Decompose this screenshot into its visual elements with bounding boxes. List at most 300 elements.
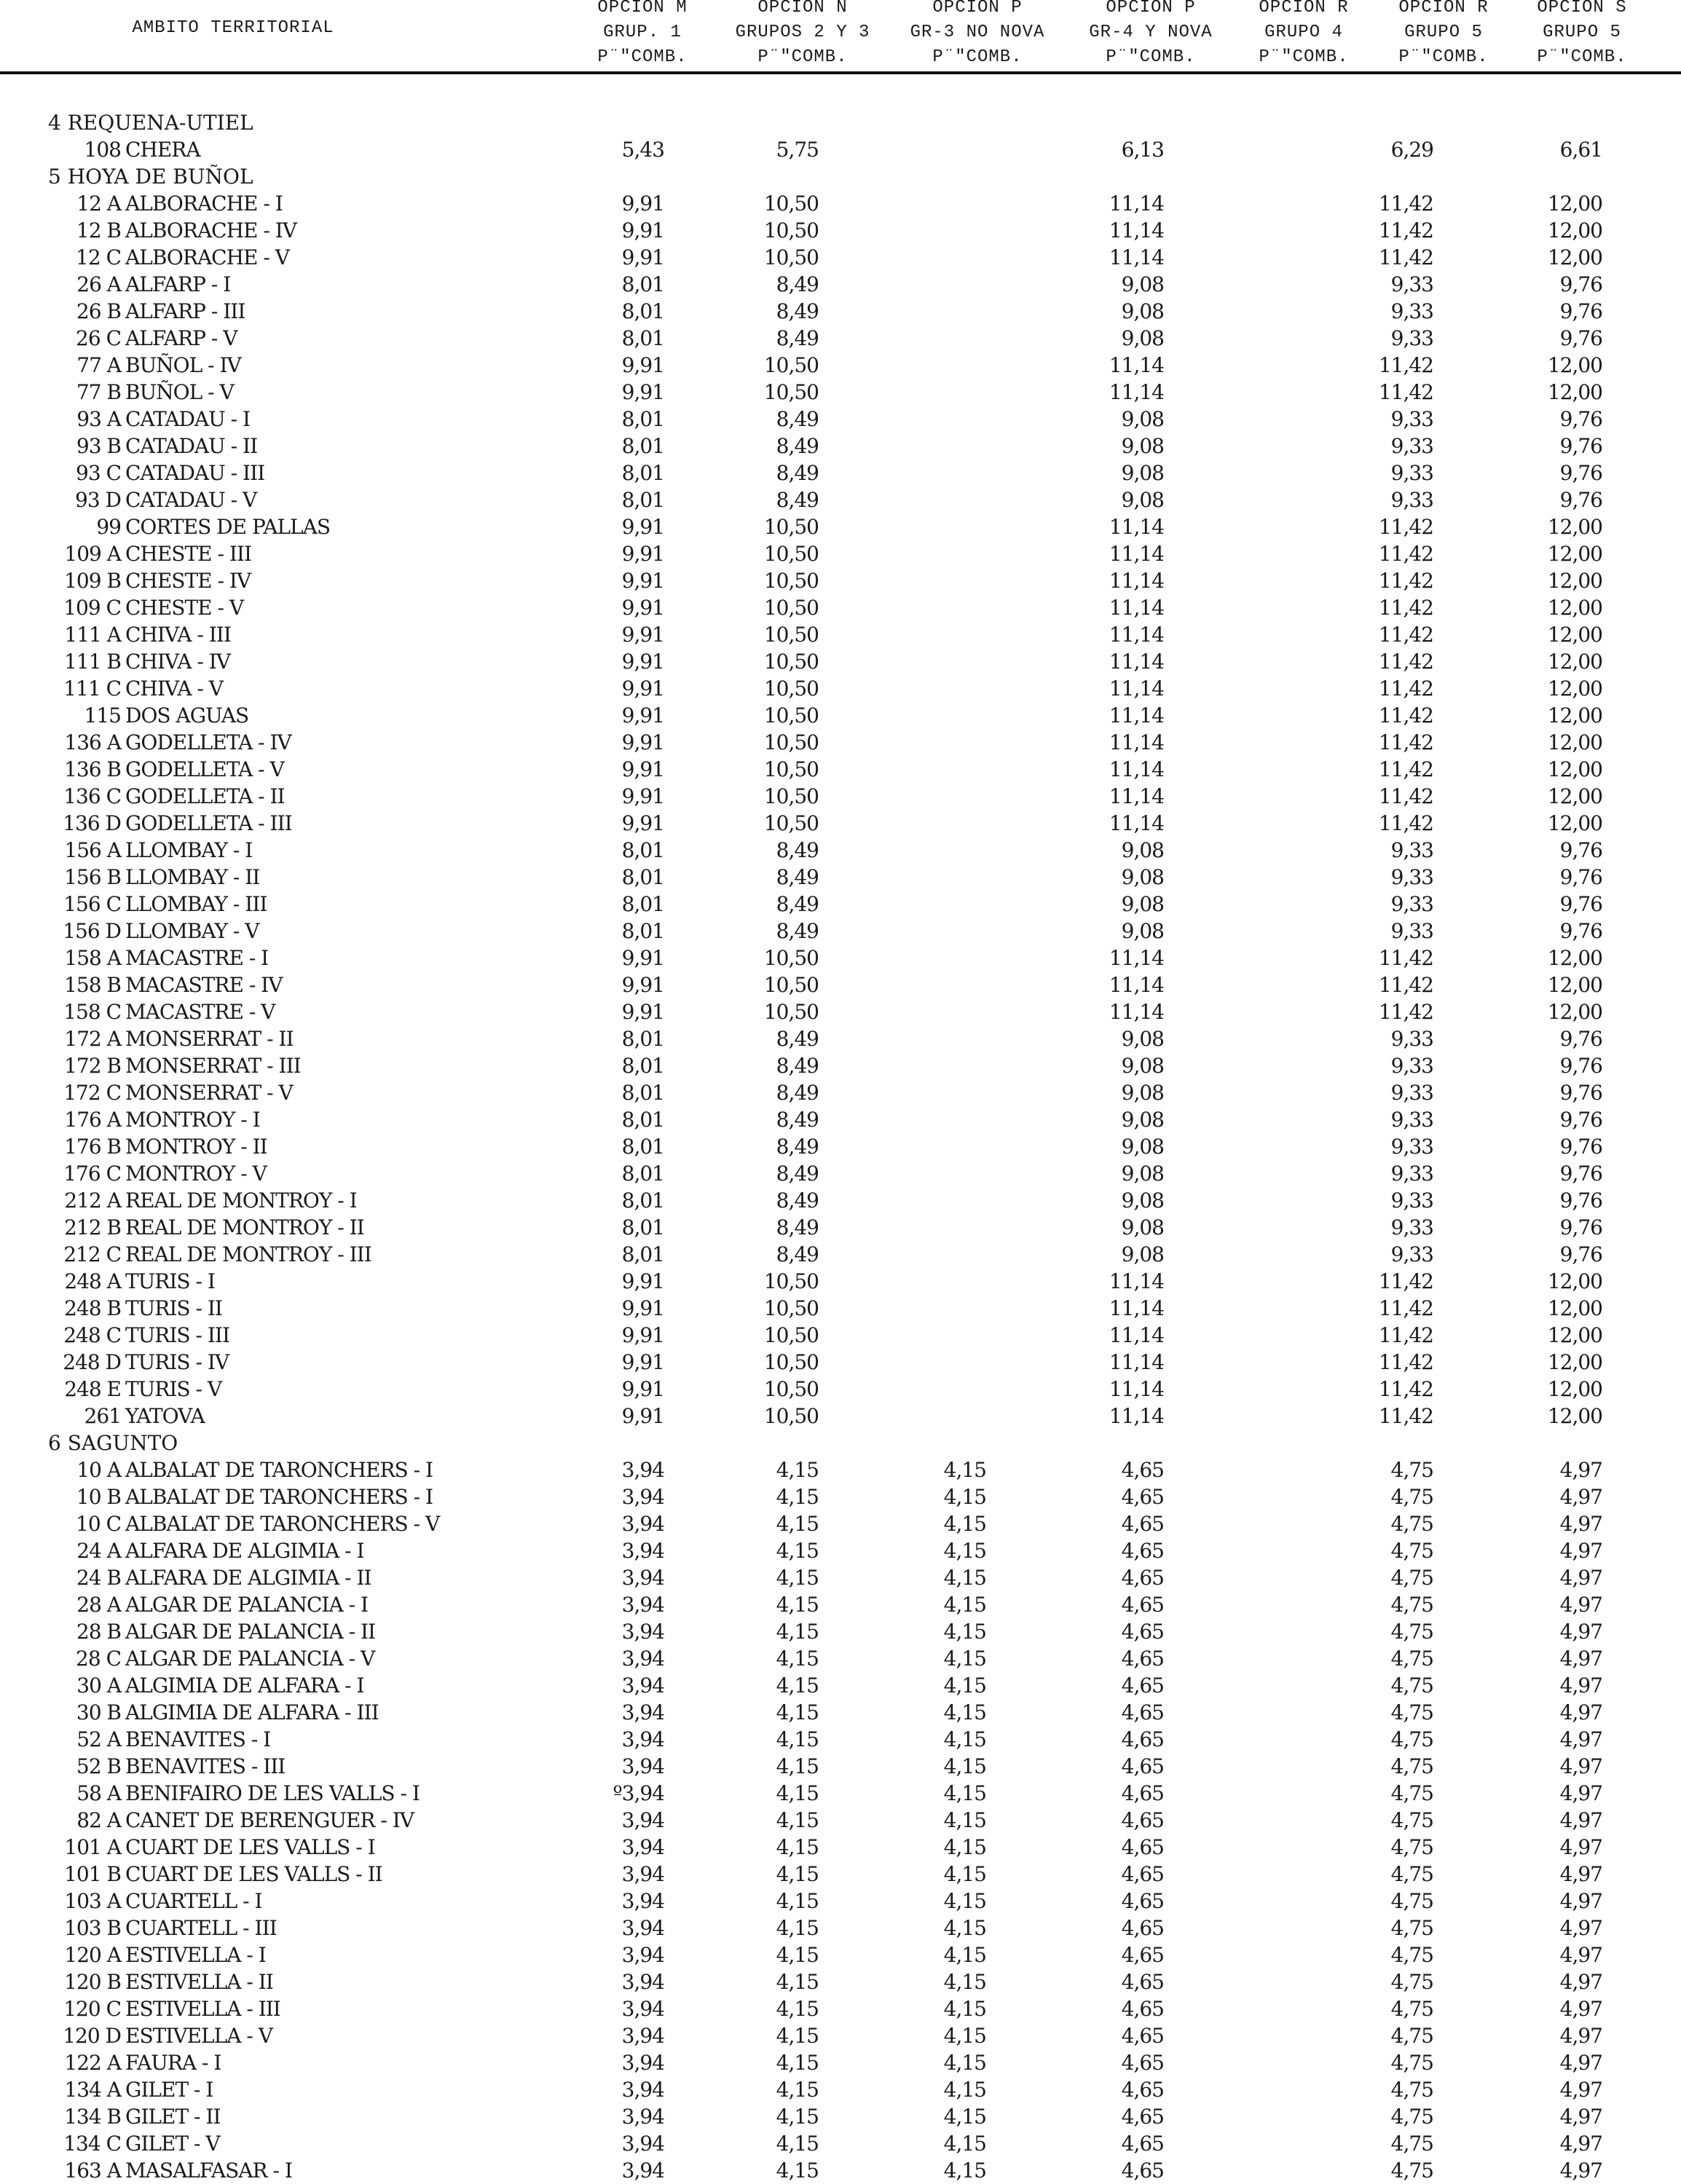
municipality-code: 176 B (64, 1135, 121, 1159)
price-cell-col-6: 4,97 (1559, 1566, 1602, 1590)
price-cell-col-6: 6,61 (1559, 138, 1602, 162)
table-row (0, 1618, 1681, 1645)
price-cell-col-6: 12,00 (1547, 596, 1602, 620)
table-row (0, 675, 1681, 702)
municipality-name: MONTROY - II (125, 1135, 267, 1159)
header-col-5-line-1: GRUPO 4 (1264, 23, 1343, 42)
price-cell-col-2: 4,15 (943, 1835, 986, 1859)
municipality-code: 158 A (64, 946, 121, 970)
section-header-row (0, 109, 1681, 136)
municipality-code: 24 B (76, 1566, 121, 1590)
price-cell-col-6: 12,00 (1547, 757, 1602, 781)
price-cell-col-2: 4,15 (943, 1754, 986, 1778)
price-cell-col-1: 10,50 (763, 811, 819, 835)
municipality-name: CATADAU - V (125, 488, 257, 512)
header-col-1-line-2: P¨"COMB. (597, 47, 688, 67)
price-cell-col-1: 4,15 (776, 1700, 819, 1724)
price-cell-col-1: 10,50 (763, 946, 819, 970)
price-cell-col-6: 9,76 (1559, 1054, 1602, 1078)
header-col-7-line-1: GRUPO 5 (1543, 23, 1621, 42)
price-cell-col-6: 12,00 (1547, 245, 1602, 269)
price-cell-col-6: 4,97 (1559, 1862, 1602, 1886)
price-cell-col-3: 9,08 (1121, 1215, 1164, 1239)
price-cell-col-5: 11,42 (1378, 542, 1433, 566)
table-row (0, 540, 1681, 567)
price-cell-col-0: 9,91 (621, 703, 664, 728)
price-cell-col-1: 8,49 (776, 1054, 819, 1078)
price-cell-col-5: 9,33 (1390, 919, 1433, 943)
header-col-3-line-0: OPCION P (932, 0, 1023, 17)
price-cell-col-6: 12,00 (1547, 1296, 1602, 1320)
price-cell-col-6: 12,00 (1547, 542, 1602, 566)
price-cell-col-0: 3,94 (621, 1727, 664, 1751)
price-cell-col-0: 3,94 (621, 1566, 664, 1590)
price-cell-col-3: 4,65 (1121, 1997, 1164, 2021)
table-row (0, 1968, 1681, 1995)
price-cell-col-5: 11,42 (1378, 1296, 1433, 1320)
table-row (0, 891, 1681, 918)
price-cell-col-1: 4,15 (776, 1889, 819, 1913)
price-cell-col-2: 4,15 (943, 2024, 986, 2048)
price-cell-col-3: 4,65 (1121, 2051, 1164, 2075)
price-cell-col-3: 4,65 (1121, 1566, 1164, 1590)
price-cell-col-3: 4,65 (1121, 1647, 1164, 1671)
municipality-code: 82 A (76, 1808, 121, 1832)
municipality-code: 108 (84, 138, 121, 162)
price-cell-col-3: 11,14 (1109, 757, 1164, 781)
municipality-code: 115 (84, 703, 121, 728)
price-cell-col-1: 10,50 (763, 650, 819, 674)
municipality-name: ALGAR DE PALANCIA - II (125, 1620, 376, 1644)
municipality-code: 120 A (64, 1943, 121, 1967)
price-cell-col-5: 4,75 (1390, 2078, 1433, 2102)
municipality-name: ALGIMIA DE ALFARA - I (125, 1674, 364, 1698)
municipality-name: GODELLETA - IV (125, 730, 291, 754)
price-cell-col-5: 4,75 (1390, 1943, 1433, 1967)
price-cell-col-1: 4,15 (776, 1997, 819, 2021)
price-cell-col-0: 9,91 (621, 596, 664, 620)
municipality-name: CHIVA - III (125, 623, 231, 647)
price-cell-col-1: 8,49 (776, 1135, 819, 1159)
price-cell-col-6: 9,76 (1559, 865, 1602, 889)
price-cell-col-5: 4,75 (1390, 2024, 1433, 2048)
table-row (0, 486, 1681, 513)
price-cell-col-5: 11,42 (1378, 1000, 1433, 1024)
price-cell-col-5: 9,33 (1390, 892, 1433, 916)
price-cell-col-6: 9,76 (1559, 1162, 1602, 1186)
price-cell-col-5: 11,42 (1378, 757, 1433, 781)
price-cell-col-0: 8,01 (621, 919, 664, 943)
price-cell-col-1: 4,15 (776, 2159, 819, 2183)
price-cell-col-3: 4,65 (1121, 1808, 1164, 1832)
price-cell-col-1: 8,49 (776, 1027, 819, 1051)
price-cell-col-6: 12,00 (1547, 784, 1602, 808)
table-row (0, 2157, 1681, 2184)
header-col-2-line-2: P¨"COMB. (757, 47, 848, 67)
price-cell-col-3: 11,14 (1109, 1000, 1164, 1024)
price-cell-col-3: 4,65 (1121, 1970, 1164, 1994)
price-cell-col-2: 4,15 (943, 1889, 986, 1913)
price-cell-col-5: 11,42 (1378, 946, 1433, 970)
price-cell-col-2: 4,15 (943, 1647, 986, 1671)
municipality-name: GODELLETA - V (125, 757, 284, 781)
price-cell-col-3: 11,14 (1109, 353, 1164, 377)
price-cell-col-5: 11,42 (1378, 245, 1433, 269)
price-cell-col-5: 4,75 (1390, 1512, 1433, 1536)
municipality-name: ALFARP - I (125, 272, 231, 296)
price-cell-col-3: 11,14 (1109, 218, 1164, 243)
municipality-code: 172 C (63, 1081, 121, 1105)
price-cell-col-1: 10,50 (763, 1350, 819, 1374)
table-row (0, 1079, 1681, 1106)
price-cell-col-1: 4,15 (776, 1620, 819, 1644)
municipality-code: 26 C (76, 326, 121, 350)
table-row (0, 1915, 1681, 1941)
price-cell-col-5: 11,42 (1378, 703, 1433, 728)
section-title: 5 HOYA DE BUÑOL (48, 165, 253, 189)
price-cell-col-1: 4,15 (776, 2105, 819, 2129)
price-cell-col-5: 9,33 (1390, 434, 1433, 458)
price-cell-col-5: 4,75 (1390, 2105, 1433, 2129)
price-cell-col-0: 8,01 (621, 1162, 664, 1186)
price-cell-col-1: 4,15 (776, 1485, 819, 1509)
price-cell-col-3: 4,65 (1121, 1674, 1164, 1698)
municipality-name: CUART DE LES VALLS - II (125, 1862, 382, 1886)
municipality-code: 12 B (76, 218, 121, 243)
municipality-code: 212 B (64, 1215, 121, 1239)
price-cell-col-1: 8,49 (776, 1215, 819, 1239)
price-cell-col-6: 4,97 (1559, 1512, 1602, 1536)
price-cell-col-1: 10,50 (763, 218, 819, 243)
header-col-3-line-2: P¨"COMB. (932, 47, 1023, 67)
municipality-name: REAL DE MONTROY - III (125, 1242, 371, 1266)
price-cell-col-0: 3,94 (621, 1835, 664, 1859)
municipality-code: 28 C (76, 1647, 121, 1671)
header-col-6-line-0: OPCION R (1398, 0, 1489, 17)
price-cell-col-0: 9,91 (621, 218, 664, 243)
table-row (0, 918, 1681, 945)
price-cell-col-6: 12,00 (1547, 811, 1602, 835)
price-cell-col-1: 4,15 (776, 1862, 819, 1886)
price-cell-col-2: 4,15 (943, 1727, 986, 1751)
price-cell-col-0: 3,94 (621, 1539, 664, 1563)
table-row (0, 945, 1681, 971)
municipality-code: 248 E (64, 1377, 121, 1401)
table-row (0, 244, 1681, 271)
table-row (0, 1726, 1681, 1753)
municipality-name: BUÑOL - V (125, 380, 234, 404)
municipality-name: FAURA - I (125, 2051, 221, 2075)
municipality-name: GILET - I (125, 2078, 213, 2102)
municipality-name: LLOMBAY - II (125, 865, 260, 889)
price-cell-col-5: 9,33 (1390, 1027, 1433, 1051)
municipality-name: MACASTRE - V (125, 1000, 275, 1024)
municipality-name: MONTROY - V (125, 1162, 267, 1186)
price-cell-col-0: 9,91 (621, 730, 664, 754)
price-cell-col-3: 11,14 (1109, 623, 1164, 647)
price-cell-col-6: 9,76 (1559, 434, 1602, 458)
price-cell-col-5: 11,42 (1378, 1404, 1433, 1428)
price-cell-col-2: 4,15 (943, 1862, 986, 1886)
price-cell-col-5: 4,75 (1390, 1485, 1433, 1509)
price-cell-col-1: 10,50 (763, 1377, 819, 1401)
municipality-name: MACASTRE - IV (125, 973, 283, 997)
price-cell-col-1: 10,50 (763, 596, 819, 620)
price-cell-col-2: 4,15 (943, 2105, 986, 2129)
table-row (0, 406, 1681, 433)
price-cell-col-0: 3,94 (621, 1970, 664, 1994)
municipality-code: 111 B (64, 650, 121, 674)
price-cell-col-0: 3,94 (621, 2024, 664, 2048)
price-cell-col-0: 3,94 (621, 1754, 664, 1778)
price-cell-col-3: 9,08 (1121, 488, 1164, 512)
price-cell-col-6: 12,00 (1547, 192, 1602, 216)
price-cell-col-6: 4,97 (1559, 1593, 1602, 1617)
table-row (0, 971, 1681, 998)
municipality-code: 93 A (76, 407, 121, 431)
municipality-code: 58 A (76, 1781, 121, 1805)
price-cell-col-6: 9,76 (1559, 1215, 1602, 1239)
price-cell-col-5: 9,33 (1390, 838, 1433, 862)
municipality-code: 109 C (63, 596, 121, 620)
price-cell-col-3: 9,08 (1121, 1054, 1164, 1078)
price-cell-col-6: 9,76 (1559, 488, 1602, 512)
header-col-4-line-1: GR-4 Y NOVA (1089, 23, 1213, 42)
price-cell-col-2: 4,15 (943, 1512, 986, 1536)
price-cell-col-2: 4,15 (943, 1539, 986, 1563)
price-cell-col-0: 9,91 (621, 380, 664, 404)
price-cell-col-5: 9,33 (1390, 1162, 1433, 1186)
municipality-name: CATADAU - II (125, 434, 258, 458)
municipality-code: 136 A (64, 730, 121, 754)
price-cell-col-5: 11,42 (1378, 650, 1433, 674)
price-cell-col-6: 9,76 (1559, 1188, 1602, 1213)
price-cell-col-2: 4,15 (943, 1781, 986, 1805)
price-cell-col-6: 12,00 (1547, 380, 1602, 404)
municipality-code: 212 C (63, 1242, 121, 1266)
header-col-4-line-2: P¨"COMB. (1106, 47, 1196, 67)
table-row (0, 136, 1681, 163)
price-cell-col-3: 4,65 (1121, 1512, 1164, 1536)
price-cell-col-5: 4,75 (1390, 1997, 1433, 2021)
price-cell-col-6: 4,97 (1559, 1727, 1602, 1751)
price-cell-col-6: 9,76 (1559, 1108, 1602, 1132)
municipality-code: 77 B (76, 380, 121, 404)
price-cell-col-3: 9,08 (1121, 919, 1164, 943)
price-cell-col-3: 11,14 (1109, 1377, 1164, 1401)
price-cell-col-6: 12,00 (1547, 730, 1602, 754)
table-row (0, 190, 1681, 217)
price-cell-col-3: 4,65 (1121, 1862, 1164, 1886)
table-row (0, 325, 1681, 352)
table-row (0, 1349, 1681, 1376)
price-cell-col-5: 11,42 (1378, 1269, 1433, 1293)
municipality-name: ALFARP - III (125, 299, 245, 323)
table-row (0, 1456, 1681, 1483)
price-cell-col-6: 4,97 (1559, 2132, 1602, 2156)
price-cell-col-1: 10,50 (763, 757, 819, 781)
price-cell-col-3: 4,65 (1121, 1485, 1164, 1509)
table-row (0, 1807, 1681, 1834)
price-cell-col-0: 9,91 (621, 623, 664, 647)
price-cell-col-0: 9,91 (621, 1269, 664, 1293)
municipality-name: GODELLETA - III (125, 811, 292, 835)
municipality-code: 248 A (64, 1269, 121, 1293)
price-cell-col-2: 4,15 (943, 1458, 986, 1482)
municipality-name: MONSERRAT - V (125, 1081, 293, 1105)
municipality-code: 93 B (76, 434, 121, 458)
price-cell-col-0: 3,94 (621, 2132, 664, 2156)
price-cell-col-0: 3,94 (621, 1943, 664, 1967)
table-row (0, 1160, 1681, 1187)
price-cell-col-3: 9,08 (1121, 299, 1164, 323)
municipality-name: LLOMBAY - I (125, 838, 253, 862)
price-cell-col-0: 8,01 (621, 488, 664, 512)
price-cell-col-1: 10,50 (763, 542, 819, 566)
price-cell-col-0: 9,91 (621, 650, 664, 674)
price-cell-col-3: 9,08 (1121, 1242, 1164, 1266)
municipality-code: 24 A (76, 1539, 121, 1563)
municipality-code: 120 D (63, 2024, 121, 2048)
municipality-name: CHIVA - V (125, 677, 223, 701)
price-cell-col-3: 11,14 (1109, 811, 1164, 835)
price-cell-col-5: 11,42 (1378, 596, 1433, 620)
price-cell-col-1: 8,49 (776, 299, 819, 323)
price-cell-col-0: 9,91 (621, 1377, 664, 1401)
municipality-name: ALFARA DE ALGIMIA - I (125, 1539, 364, 1563)
price-cell-col-1: 4,15 (776, 1539, 819, 1563)
municipality-code: 93 C (76, 461, 121, 485)
price-cell-col-5: 9,33 (1390, 407, 1433, 431)
price-cell-col-5: 11,42 (1378, 353, 1433, 377)
header-col-1-line-0: OPCION M (597, 0, 688, 17)
table-row (0, 1834, 1681, 1861)
price-cell-col-6: 12,00 (1547, 1323, 1602, 1347)
price-cell-col-3: 11,14 (1109, 703, 1164, 728)
price-cell-col-5: 11,42 (1378, 1323, 1433, 1347)
price-cell-col-6: 9,76 (1559, 461, 1602, 485)
table-header (0, 0, 1681, 76)
price-cell-col-1: 4,15 (776, 1970, 819, 1994)
municipality-name: ALBORACHE - IV (125, 218, 296, 243)
price-cell-col-0: 5,43 (621, 138, 664, 162)
price-cell-col-0: 3,94 (621, 1593, 664, 1617)
municipality-name: ALGAR DE PALANCIA - V (125, 1647, 375, 1671)
price-cell-col-5: 11,42 (1378, 218, 1433, 243)
price-cell-col-0: 9,91 (621, 973, 664, 997)
price-cell-col-5: 4,75 (1390, 1781, 1433, 1805)
price-cell-col-0: 9,91 (621, 677, 664, 701)
price-cell-col-0: 8,01 (621, 865, 664, 889)
price-cell-col-5: 4,75 (1390, 1916, 1433, 1940)
price-cell-col-3: 4,65 (1121, 1700, 1164, 1724)
municipality-code: 136 C (63, 784, 121, 808)
municipality-name: REAL DE MONTROY - I (125, 1188, 357, 1213)
municipality-name: BENAVITES - III (125, 1754, 286, 1778)
municipality-code: 109 B (64, 569, 121, 593)
price-cell-col-3: 6,13 (1121, 138, 1164, 162)
price-cell-col-3: 11,14 (1109, 380, 1164, 404)
price-cell-col-1: 4,15 (776, 1566, 819, 1590)
price-cell-col-6: 9,76 (1559, 1027, 1602, 1051)
price-cell-col-3: 4,65 (1121, 1889, 1164, 1913)
price-cell-col-5: 9,33 (1390, 326, 1433, 350)
price-cell-col-1: 8,49 (776, 461, 819, 485)
price-cell-col-0: 8,01 (621, 1081, 664, 1105)
price-cell-col-6: 9,76 (1559, 1081, 1602, 1105)
price-cell-col-1: 8,49 (776, 407, 819, 431)
price-cell-col-5: 9,33 (1390, 1108, 1433, 1132)
price-cell-col-3: 11,14 (1109, 1269, 1164, 1293)
price-cell-col-3: 9,08 (1121, 326, 1164, 350)
price-cell-col-1: 10,50 (763, 784, 819, 808)
price-cell-col-3: 11,14 (1109, 245, 1164, 269)
price-cell-col-3: 4,65 (1121, 1781, 1164, 1805)
price-cell-col-5: 9,33 (1390, 299, 1433, 323)
table-row (0, 1780, 1681, 1807)
price-cell-col-3: 9,08 (1121, 1108, 1164, 1132)
municipality-code: 10 A (76, 1458, 121, 1482)
municipality-name: CANET DE BERENGUER - IV (125, 1808, 414, 1832)
price-cell-col-3: 11,14 (1109, 1323, 1164, 1347)
price-cell-col-5: 4,75 (1390, 1674, 1433, 1698)
price-cell-col-6: 12,00 (1547, 703, 1602, 728)
section-header-row (0, 163, 1681, 190)
municipality-name: ALBALAT DE TARONCHERS - I (125, 1458, 433, 1482)
price-cell-col-6: 4,97 (1559, 1997, 1602, 2021)
price-cell-col-6: 4,97 (1559, 1808, 1602, 1832)
price-cell-col-5: 11,42 (1378, 623, 1433, 647)
price-cell-col-3: 11,14 (1109, 730, 1164, 754)
table-row (0, 567, 1681, 594)
price-cell-col-3: 11,14 (1109, 515, 1164, 539)
price-cell-col-2: 4,15 (943, 1593, 986, 1617)
price-cell-col-3: 4,65 (1121, 1754, 1164, 1778)
header-rule (0, 71, 1681, 74)
price-cell-col-1: 10,50 (763, 1323, 819, 1347)
price-cell-col-6: 9,76 (1559, 299, 1602, 323)
table-row (0, 2103, 1681, 2130)
price-cell-col-5: 9,33 (1390, 865, 1433, 889)
price-cell-col-0: 3,94 (621, 1997, 664, 2021)
price-cell-col-6: 9,76 (1559, 407, 1602, 431)
price-cell-col-5: 4,75 (1390, 1647, 1433, 1671)
municipality-code: 120 B (64, 1970, 121, 1994)
municipality-name: ALGAR DE PALANCIA - I (125, 1593, 369, 1617)
municipality-code: 26 A (76, 272, 121, 296)
price-cell-col-6: 4,97 (1559, 2159, 1602, 2183)
municipality-code: 261 (84, 1404, 121, 1428)
price-cell-col-1: 4,15 (776, 1916, 819, 1940)
price-cell-col-1: 4,15 (776, 2024, 819, 2048)
price-cell-col-6: 4,97 (1559, 1700, 1602, 1724)
municipality-name: BENAVITES - I (125, 1727, 271, 1751)
price-cell-col-0: 9,91 (621, 353, 664, 377)
municipality-code: 30 B (76, 1700, 121, 1724)
price-cell-col-0: 8,01 (621, 1027, 664, 1051)
municipality-code: 136 D (63, 811, 121, 835)
price-cell-col-6: 9,76 (1559, 838, 1602, 862)
price-cell-col-0: 9,91 (621, 245, 664, 269)
price-cell-col-3: 4,65 (1121, 1620, 1164, 1644)
price-cell-col-3: 9,08 (1121, 1162, 1164, 1186)
price-cell-col-5: 9,33 (1390, 272, 1433, 296)
price-cell-col-5: 4,75 (1390, 1835, 1433, 1859)
price-cell-col-6: 12,00 (1547, 1269, 1602, 1293)
price-cell-col-0: 8,01 (621, 1188, 664, 1213)
table-row (0, 1699, 1681, 1726)
price-cell-col-0: 8,01 (621, 407, 664, 431)
